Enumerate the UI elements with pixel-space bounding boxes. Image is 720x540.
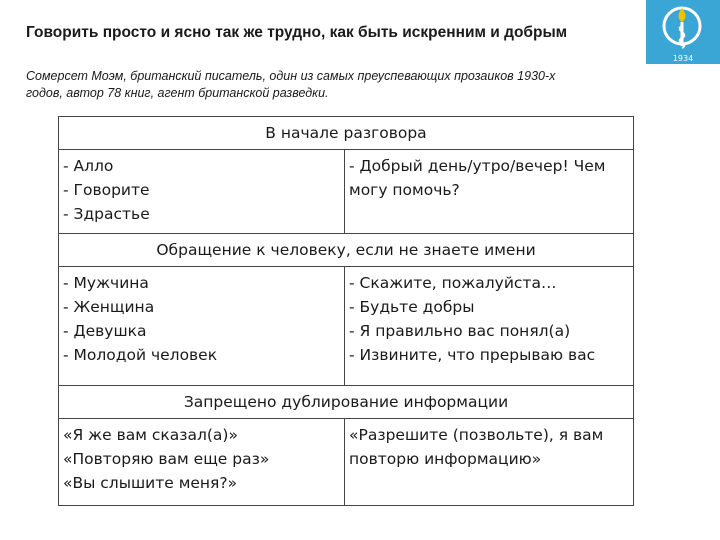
- logo-year: 1934: [672, 54, 694, 63]
- left-cell: [59, 419, 345, 505]
- list-item: - Женщина: [63, 298, 155, 316]
- list-item: - Девушка: [63, 322, 147, 340]
- subtitle-line: годов, автор 78 книг, агент британской разведки.: [26, 86, 329, 100]
- slide-title: Говорить просто и ясно так же трудно, как быть искренним и добрым: [26, 24, 568, 41]
- table-row: [59, 419, 633, 505]
- section-header: Запрещено дублирование информации: [59, 386, 633, 419]
- right-cell: [345, 419, 633, 505]
- section-header: В начале разговора: [59, 117, 633, 150]
- list-item: - Здрастье: [63, 205, 150, 223]
- list-item: - Добрый день/утро/вечер! Чем могу помочь?: [349, 157, 606, 199]
- right-cell: [345, 150, 633, 233]
- list-item: - Говорите: [63, 181, 150, 199]
- table-row: [59, 150, 633, 234]
- list-item: «Повторяю вам еще раз»: [63, 450, 270, 468]
- right-cell: [345, 267, 633, 385]
- list-item: - Будьте добры: [349, 298, 475, 316]
- list-item: «Вы слышите меня?»: [63, 474, 238, 492]
- subtitle: [26, 68, 636, 102]
- list-item: - Извините, что прерываю вас: [349, 346, 596, 364]
- list-item: - Мужчина: [63, 274, 149, 292]
- phrases-table: [58, 116, 634, 506]
- list-item: - Алло: [63, 157, 114, 175]
- logo: [646, 0, 720, 64]
- left-cell: [59, 150, 345, 233]
- list-item: «Разрешите (позвольте), я вам повторю информацию»: [349, 426, 604, 468]
- list-item: - Я правильно вас понял(а): [349, 322, 571, 340]
- section-header: Обращение к человеку, если не знаете имени: [59, 234, 633, 267]
- left-cell: [59, 267, 345, 385]
- table-row: [59, 267, 633, 386]
- list-item: - Скажите, пожалуйста…: [349, 274, 557, 292]
- list-item: «Я же вам сказал(а)»: [63, 426, 238, 444]
- subtitle-line: Сомерсет Моэм, британский писатель, один из самых преуспевающих прозаиков 1930-х: [26, 69, 556, 83]
- list-item: - Молодой человек: [63, 346, 218, 364]
